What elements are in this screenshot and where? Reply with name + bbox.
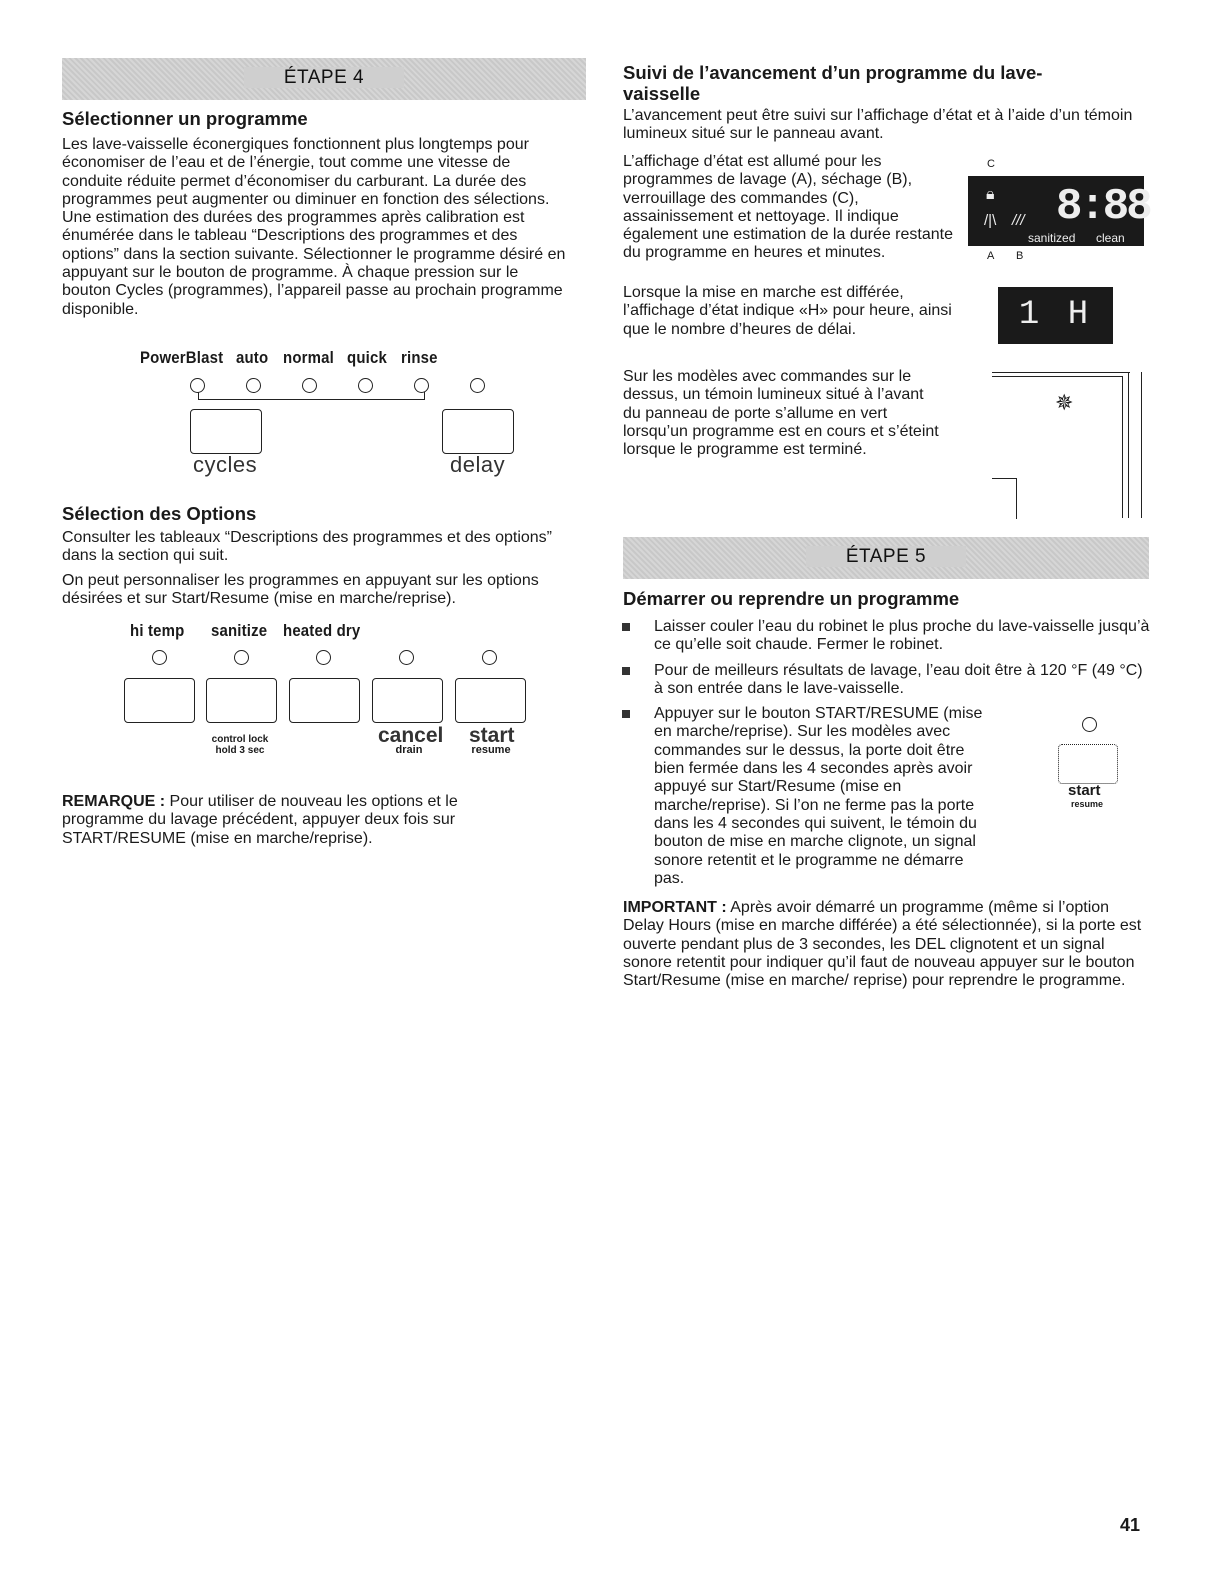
door-inner-edge [1122,376,1123,518]
cycle-indicator-3 [302,378,317,393]
door-right-edge [1128,372,1142,518]
delay-display [998,287,1113,344]
cycle-bracket [198,392,425,400]
indicator-light-icon: ✵ [1055,390,1074,415]
follow-paragraph-1: L’avancement peut être suivi sur l’affichage d’état et à l’aide d’un témoin lumineux situé sur le panneau avant. [623,107,1133,143]
step-4-banner [62,58,586,100]
option-indicator-sanitize [234,650,249,665]
cycle-label-powerblast: PowerBlast [140,348,224,367]
control-lock-label: control lock [211,734,269,745]
cycle-label-auto: auto [236,348,269,367]
step-5-banner [623,537,1149,579]
note-label: REMARQUE : [62,793,166,810]
cycle-label-rinse: rinse [401,348,438,367]
cycle-indicator-5 [414,378,429,393]
wash-icon: /|\ [984,212,997,229]
delay-button[interactable] [442,409,514,454]
delay-label: delay [450,452,506,477]
bullet-item-2: Pour de meilleurs résultats de lavage, l’eau doit être à 120 °F (49 °C) à son entrée dans le lave-vaisselle. [620,662,1150,699]
dry-icon: /// [1012,212,1025,229]
options-paragraph-2: On peut personnaliser les programmes en appuyant sur les options désirées et sur Start/Resume (mise en marche/reprise). [62,572,539,608]
start-button[interactable] [455,678,526,723]
options-heading: Sélection des Options [62,503,257,524]
cycle-label-normal: normal [283,348,334,367]
lock-icon: 🔒︎ [986,186,995,203]
step-5-label: ÉTAPE 5 [806,546,966,567]
sanitized-indicator: sanitized [1028,231,1076,245]
important-text: Après avoir démarré un programme (même si l’option Delay Hours (mise en marche différée) a été sélectionnée), si la porte est ouverte pendant plus de 3 secondes, les DEL clignotent et un signal sonore retentit pour indiquer qu’il faut de nouveau appuyer sur le bouton Start/Resume (mise en marche/ reprise) pour reprendre le programme. [623,899,1142,990]
start-resume-button[interactable] [1058,744,1118,784]
delay-hours-readout: 1 H [1018,296,1093,334]
important-paragraph [623,899,1153,990]
cycles-button[interactable] [190,409,262,454]
option-indicator-cancel [399,650,414,665]
display-c-marker: C [987,158,995,170]
option-label-sanitize: sanitize [211,621,268,640]
option-indicator-heated-dry [316,650,331,665]
important-label: IMPORTANT : [623,899,727,916]
option-label-hi-temp: hi temp [130,621,185,640]
options-paragraph-1: Consulter les tableaux “Descriptions des programmes et des options” dans la section qui suit. [62,529,553,565]
display-b-marker: B [1016,250,1024,262]
bullet-item-1: Laisser couler l’eau du robinet le plus proche du lave-vaisselle jusqu’à ce qu’elle soit chaude. Fermer le robinet. [620,618,1150,655]
delay-indicator [470,378,485,393]
step-4-label: ÉTAPE 4 [244,67,404,88]
cancel-label: cancel [378,724,444,747]
hold-3-sec-label: hold 3 sec [215,745,265,756]
follow-heading: Suivi de l’avancement d’un programme du lave-vaisselle [623,62,1043,104]
cycle-indicator-1 [190,378,205,393]
start-program-heading: Démarrer ou reprendre un programme [623,588,960,609]
start-indicator [1082,717,1097,732]
cycle-indicator-2 [246,378,261,393]
select-program-heading: Sélectionner un programme [62,108,308,129]
bullet-item-3: Appuyer sur le bouton START/RESUME (mise en marche/reprise). Sur les modèles avec commandes sur le dessus, la porte doit être bien fermée dans les 4 secondes après avoir appuyé sur Start/Resume (mise en marche/reprise). Si l’on ne ferme pas la porte dans les 4 secondes qui suivent, le témoin du bouton de mise en marche clignote, un signal sonore retentit et le programme ne démarre pas. [620,705,984,888]
hi-temp-button[interactable] [124,678,195,723]
door-top-line-2 [992,376,1122,377]
heated-dry-button[interactable] [289,678,360,723]
display-a-marker: A [987,250,995,262]
follow-paragraph-2: L’affichage d’état est allumé pour les programmes de lavage (A), séchage (B), verrouillage des commandes (C), assainissement et nettoyage. Il indique également une estimation de la durée restante du programme en heures et minutes. [623,153,953,262]
follow-paragraph-4: Sur les modèles avec commandes sur le dessus, un témoin lumineux situé à l’avant du panneau de porte s’allume en vert lorsqu’un programme est en cours et s’éteint lorsque le programme est terminé. [623,368,939,459]
note-paragraph [62,793,542,848]
resume-label: resume [471,744,511,756]
door-top-line [992,372,1130,373]
option-label-heated-dry: heated dry [283,621,361,640]
drain-label: drain [395,744,423,756]
cancel-button[interactable] [372,678,443,723]
door-handle [992,478,1017,519]
digits-readout: 8:88 [1056,182,1150,232]
option-indicator-hi-temp [152,650,167,665]
cycle-indicator-4 [358,378,373,393]
option-indicator-start [482,650,497,665]
note-text: Pour utiliser de nouveau les options et le programme du lavage précédent, appuyer deux fois sur START/RESUME (mise en marche/reprise). [62,793,458,847]
page-number: 41 [1120,1515,1141,1535]
status-display [968,176,1150,246]
sanitize-button[interactable] [206,678,277,723]
start-resume-sublabel: resume [1070,799,1104,809]
cycle-label-quick: quick [347,348,387,367]
start-resume-label: start [1068,782,1101,799]
clean-indicator: clean [1096,231,1125,245]
follow-paragraph-3: Lorsque la mise en marche est différée, l’affichage d’état indique «H» pour heure, ainsi que le nombre d’heures de délai. [623,284,952,338]
cycles-label: cycles [193,452,258,477]
start-label: start [469,724,515,747]
select-program-body: Les lave-vaisselle éconergiques fonctionnent plus longtemps pour économiser de l’eau et de l’énergie, tout comme une vitesse de conduite réduite permet d’économiser du carburant. La durée des programmes peut augmenter ou diminuer en fonction des sélections. Une estimation des durées des programmes après calibration est énumérée dans le tableau “Descriptions des programmes et des options” dans la section suivante. Sélectionner le programme désiré en appuyant sur le bouton de programme. À chaque pression sur le bouton Cycles (programmes), l’appareil passe au prochain programme disponible. [62,136,566,318]
